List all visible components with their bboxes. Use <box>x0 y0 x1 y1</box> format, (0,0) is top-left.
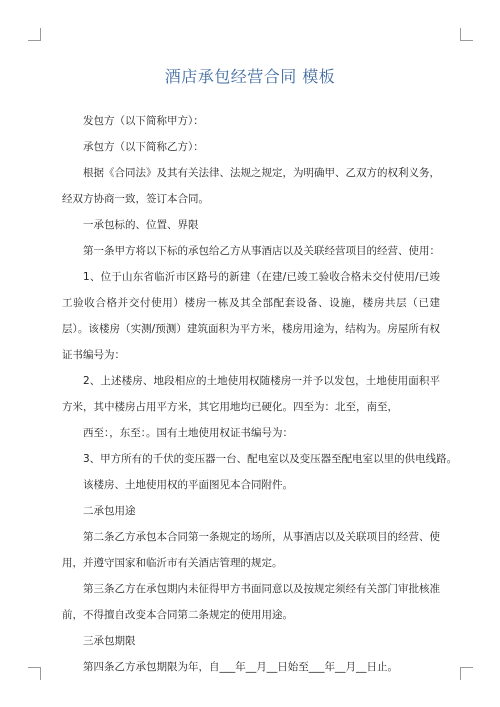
paragraph-preamble: 根据《合同法》及其有关法律、法规之规定，为明确甲、乙双方的权利义务，经双方协商一致，签订本合同。 <box>62 167 440 205</box>
paragraph-article: 第四条乙方承包期限为年，自___年__月__日始至___年__月__日止。 <box>83 661 398 673</box>
crop-mark-bottom-right <box>460 667 473 680</box>
document-title: 酒店承包经营合同 模板 <box>164 67 336 86</box>
paragraph-contractor: 承包方（以下简称乙方）： <box>83 141 204 153</box>
paragraph-item: 该楼房、土地使用权的平面图见本合同附件。 <box>83 479 293 491</box>
paragraph-item: 西至：，东至：。国有土地使用权证书编号为： <box>83 427 293 439</box>
section-heading: 一承包标的、位置、界限 <box>83 219 199 231</box>
crop-mark-top-left <box>28 28 41 41</box>
paragraph-item: 1、位于山东省临沂市区路号的新建（在建/已竣工验收合格未交付使用/已竣工验收合格并交付使用）楼房一栋及其全部配套设备、设施，楼房共层（已建层）。该楼房（实测/预测）建筑面积为平方米，楼房用途为，结构为。房屋所有权证书编号为： <box>62 271 440 361</box>
document-body <box>62 108 458 680</box>
paragraph-article: 第三条乙方在承包期内未征得甲方书面同意以及按规定须经有关部门审批核准前，不得擅自改变本合同第二条规定的使用用途。 <box>62 583 440 621</box>
paragraph-article: 第二条乙方承包本合同第一条规定的场所，从事酒店以及关联项目的经营、使用，并遵守国家和临沂市有关酒店管理的规定。 <box>62 531 440 569</box>
crop-mark-bottom-left <box>28 667 41 680</box>
paragraph-item: 2、上述楼房、地段相应的土地使用权随楼房一并予以发包，土地使用面积平方米，其中楼房占用平方米，其它用地均已硬化。四至为：北至，南至， <box>62 375 440 413</box>
section-heading: 二承包用途 <box>83 505 136 517</box>
paragraph-item: 3、甲方所有的千伏的变压器一台、配电室以及变压器至配电室以里的供电线路。 <box>83 453 458 465</box>
paragraph-article: 第一条甲方将以下标的承包给乙方从事酒店以及关联经营项目的经营、使用： <box>83 245 440 257</box>
section-heading: 三承包期限 <box>83 635 136 647</box>
paragraph-issuer: 发包方（以下简称甲方）： <box>83 115 204 127</box>
crop-mark-top-right <box>460 28 473 41</box>
